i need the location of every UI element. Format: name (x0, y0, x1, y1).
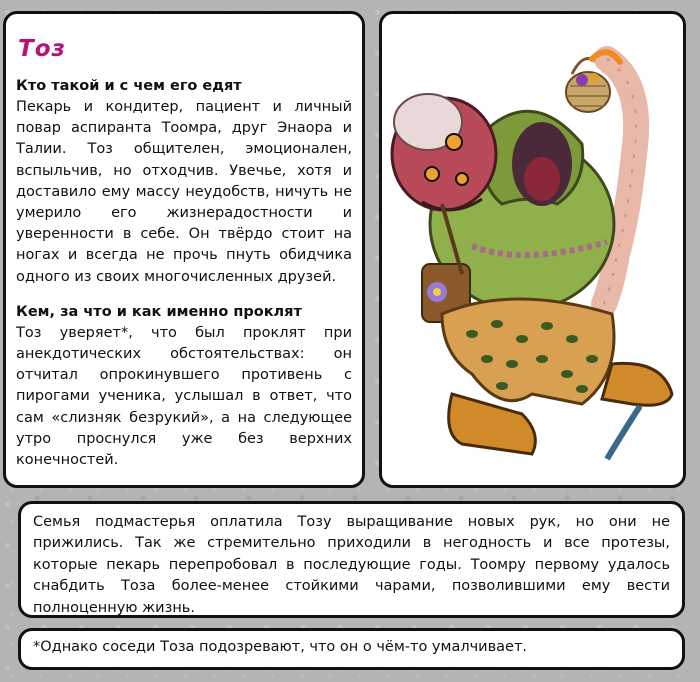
trousers (442, 299, 614, 404)
flower-icon (427, 282, 447, 302)
section1-text: Пекарь и кондитер, пациент и личный повар аспиранта Тоомра, друг Энаора и Талии. Тоз общителен, эмоционален, вспыльчив, но отходчив. Увечье, хотя и доставило ему массу неудобств, ничуть не умерило его жизнерадостности и уверенности в себе. Он твёрдо стоит на ногах и всегда не прочь пнуть обидчика одного из своих многочисленных друзей. (16, 99, 352, 285)
footnote-text: *Однако соседи Тоза подозревают, что он о чём-то умалчивает. (33, 639, 527, 655)
section2-text: Тоз уверяет*, что был проклят при анекдотических обстоятельствах: он отчитал опрокинувшего противень с пирогами ученика, услышал в ответ, что сам «слизняк безрукий», а на следующее утро проснулся уже без верхних конечностей. (16, 324, 352, 469)
character-illustration (382, 14, 683, 485)
extra-text: Семья подмастерья оплатила Тозу выращивание новых рук, но они не прижились. Так же стремительно приходили в негодность и все протезы, которые пекарь перепробовал в последующие годы. Тоомру первому удалось снабдить Тоза более-менее стойкими чарами, позволившими ему вести полноценную жизнь. (33, 514, 670, 616)
head (392, 94, 496, 210)
section1-heading: Кто такой и с чем его едят (16, 78, 242, 94)
extra-info-panel (18, 501, 685, 618)
bio-panel (3, 11, 365, 488)
section2-heading: Кем, за что и как именно проклят (16, 303, 302, 320)
footnote-panel (18, 628, 685, 670)
character-illustration-panel (379, 11, 686, 488)
character-name: Тоз (18, 36, 66, 62)
